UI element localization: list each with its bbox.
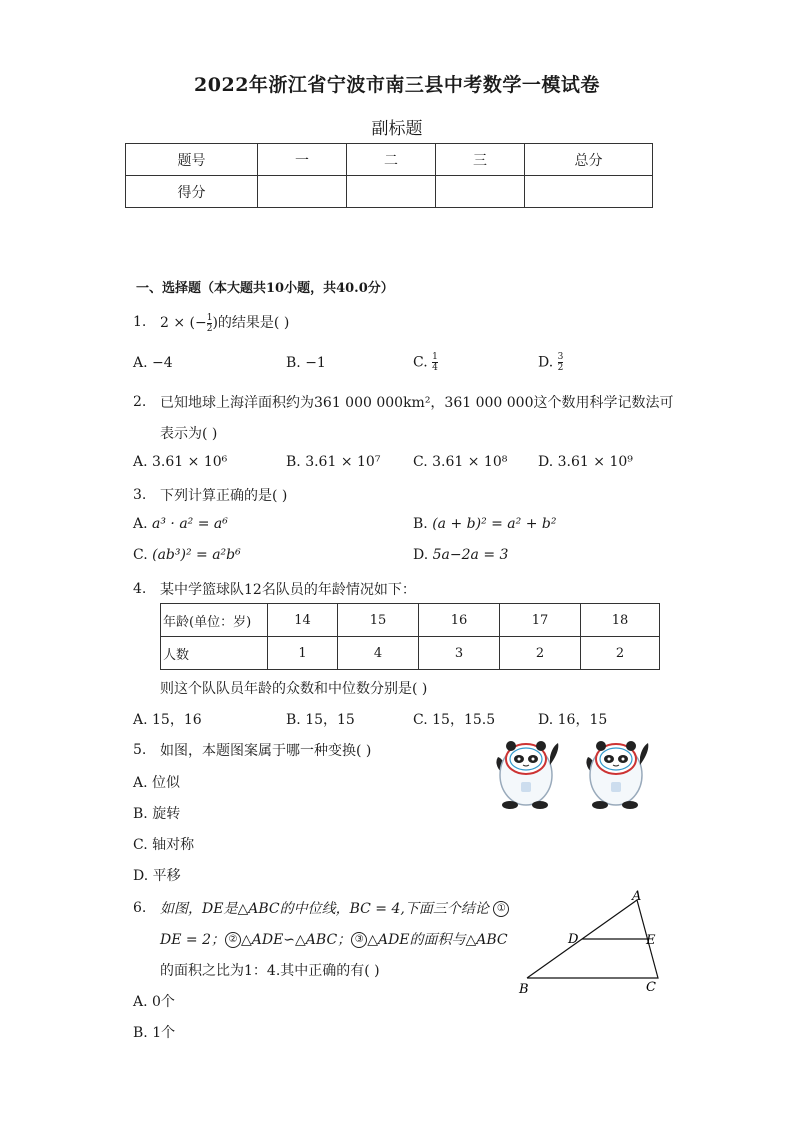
q6-text: 如图，DE是△ABC的中位线，BC = 4,下面三个结论 bbox=[160, 901, 489, 917]
score-header-cell: 总分 bbox=[525, 144, 653, 176]
score-cell-3[interactable] bbox=[436, 176, 525, 208]
option-text: a³ · a² = a⁶ bbox=[152, 516, 228, 532]
question-2-line1: 已知地球上海洋面积约为361 000 000km²，361 000 000这个数用科学记数法可 bbox=[160, 395, 674, 411]
question-6-line1 bbox=[160, 898, 509, 918]
option-label: B. bbox=[413, 516, 428, 532]
age-row-label: 年龄(单位：岁) bbox=[161, 604, 268, 637]
conclusion-2-marker: ② bbox=[225, 932, 241, 948]
option-label: C. bbox=[133, 547, 148, 563]
option-b[interactable] bbox=[413, 516, 556, 532]
q6-text: △ADE的面积与△ABC bbox=[367, 932, 508, 948]
age-cell: 15 bbox=[338, 604, 419, 637]
score-table bbox=[125, 143, 653, 208]
option-text: 3.61 × 10⁷ bbox=[305, 454, 381, 470]
score-table-header-row bbox=[126, 144, 653, 176]
option-text: 15，16 bbox=[152, 712, 202, 728]
score-cell-total[interactable] bbox=[525, 176, 653, 208]
q1-frac-num: 1 bbox=[206, 312, 213, 323]
count-row bbox=[161, 637, 660, 670]
question-number: 4. bbox=[133, 581, 147, 597]
q6-text: △ADE∽△ABC； bbox=[240, 932, 352, 948]
score-cell-2[interactable] bbox=[347, 176, 436, 208]
option-c[interactable] bbox=[413, 709, 495, 729]
option-label: C. bbox=[413, 354, 428, 371]
option-text: 位似 bbox=[152, 775, 181, 791]
option-label: A. bbox=[133, 355, 148, 371]
option-c[interactable] bbox=[413, 454, 507, 470]
q1-stem-pre: 2 × (− bbox=[160, 315, 207, 331]
option-text: 3.61 × 10⁹ bbox=[557, 454, 633, 470]
score-header-cell: 二 bbox=[347, 144, 436, 176]
count-cell: 4 bbox=[338, 637, 419, 670]
age-cell: 18 bbox=[581, 604, 660, 637]
count-cell: 3 bbox=[419, 637, 500, 670]
option-label: D. bbox=[538, 712, 554, 728]
q1-stem-post: )的结果是( ) bbox=[212, 315, 290, 331]
option-fraction bbox=[558, 352, 564, 373]
option-label: C. bbox=[413, 712, 428, 728]
age-table bbox=[160, 603, 660, 670]
option-b[interactable] bbox=[133, 803, 180, 823]
q6-text: DE = 2； bbox=[160, 932, 225, 948]
option-text: 5a−2a = 3 bbox=[432, 547, 509, 563]
option-label: B. bbox=[286, 355, 301, 371]
count-row-label: 人数 bbox=[161, 637, 268, 670]
option-c[interactable] bbox=[413, 352, 438, 373]
option-text: 轴对称 bbox=[152, 837, 195, 853]
option-text: 15，15.5 bbox=[432, 712, 496, 728]
option-label: B. bbox=[286, 454, 301, 470]
question-4-stem: 某中学篮球队12名队员的年龄情况如下： bbox=[160, 582, 416, 598]
label-b: B bbox=[519, 982, 529, 997]
question-6-line3: 的面积之比为1：4.其中正确的有( ) bbox=[160, 963, 380, 979]
option-text: 3.61 × 10⁸ bbox=[432, 454, 508, 470]
option-c[interactable] bbox=[133, 547, 241, 563]
score-header-cell: 题号 bbox=[126, 144, 258, 176]
count-cell: 2 bbox=[581, 637, 660, 670]
question-number: 5. bbox=[133, 742, 147, 758]
option-b[interactable] bbox=[286, 709, 355, 729]
score-header-cell: 一 bbox=[258, 144, 347, 176]
frac-den: 2 bbox=[557, 363, 564, 373]
option-a[interactable] bbox=[133, 516, 228, 532]
option-text: 3.61 × 10⁶ bbox=[152, 454, 228, 470]
option-d[interactable] bbox=[538, 352, 563, 373]
option-a[interactable] bbox=[133, 454, 227, 470]
option-a[interactable] bbox=[133, 772, 180, 792]
question-number: 6. bbox=[133, 900, 147, 916]
option-c[interactable] bbox=[133, 834, 194, 854]
option-d[interactable] bbox=[413, 547, 508, 563]
panda-mascot-icon bbox=[496, 741, 558, 809]
age-cell: 16 bbox=[419, 604, 500, 637]
question-1-stem bbox=[160, 312, 289, 334]
question-number: 3. bbox=[133, 487, 147, 503]
option-a[interactable] bbox=[133, 355, 173, 371]
question-4-after: 则这个队队员年龄的众数和中位数分别是( ) bbox=[160, 681, 428, 697]
option-label: A. bbox=[133, 775, 148, 791]
option-label: B. bbox=[286, 712, 301, 728]
option-label: C. bbox=[133, 837, 148, 853]
page-subtitle: 副标题 bbox=[371, 119, 423, 139]
option-text: 旋转 bbox=[152, 806, 181, 822]
option-label: C. bbox=[413, 454, 428, 470]
option-text: 15，15 bbox=[305, 712, 355, 728]
option-label: A. bbox=[133, 516, 148, 532]
frac-num: 1 bbox=[432, 352, 438, 362]
option-text: 1个 bbox=[152, 1025, 176, 1041]
score-header-cell: 三 bbox=[436, 144, 525, 176]
conclusion-1-marker: ① bbox=[493, 901, 509, 917]
score-table-row bbox=[126, 176, 653, 208]
option-text: −4 bbox=[152, 355, 173, 371]
option-label: A. bbox=[133, 994, 148, 1010]
mascot-figure bbox=[492, 735, 652, 810]
option-b[interactable] bbox=[286, 454, 380, 470]
option-text: 16，15 bbox=[557, 712, 608, 728]
frac-den: 4 bbox=[432, 363, 438, 373]
option-text: 0个 bbox=[152, 994, 175, 1010]
label-e: E bbox=[646, 933, 656, 948]
option-label: D. bbox=[133, 868, 149, 884]
count-cell: 2 bbox=[500, 637, 581, 670]
option-d[interactable] bbox=[538, 709, 607, 729]
score-row-label: 得分 bbox=[126, 176, 258, 208]
page-title: 2022年浙江省宁波市南三县中考数学一模试卷 bbox=[194, 74, 600, 96]
question-number: 2. bbox=[133, 394, 147, 410]
conclusion-3-marker: ③ bbox=[351, 932, 367, 948]
option-d[interactable] bbox=[133, 865, 181, 885]
q1-frac-den: 2 bbox=[206, 323, 213, 334]
label-d: D bbox=[568, 932, 579, 947]
option-label: B. bbox=[133, 806, 148, 822]
triangle-figure bbox=[515, 888, 665, 998]
option-b[interactable] bbox=[133, 1022, 175, 1042]
score-cell-1[interactable] bbox=[258, 176, 347, 208]
question-3-stem: 下列计算正确的是( ) bbox=[160, 488, 288, 504]
question-6-line2 bbox=[160, 929, 508, 949]
option-label: A. bbox=[133, 712, 148, 728]
label-c: C bbox=[646, 980, 656, 995]
label-a: A bbox=[632, 889, 642, 904]
option-text: 平移 bbox=[152, 868, 181, 884]
option-label: A. bbox=[133, 454, 148, 470]
option-text: (a + b)² = a² + b² bbox=[432, 516, 557, 532]
question-2-line2: 表示为( ) bbox=[160, 426, 218, 442]
option-label: D. bbox=[538, 354, 554, 371]
age-cell: 17 bbox=[500, 604, 581, 637]
option-d[interactable] bbox=[538, 454, 633, 470]
frac-num: 3 bbox=[557, 352, 564, 362]
option-a[interactable] bbox=[133, 709, 202, 729]
count-cell: 1 bbox=[268, 637, 338, 670]
section-heading: 一、选择题（本大题共10小题，共40.0分） bbox=[136, 281, 394, 296]
option-fraction bbox=[432, 352, 438, 373]
option-a[interactable] bbox=[133, 991, 175, 1011]
question-number: 1. bbox=[133, 314, 147, 330]
option-b[interactable] bbox=[286, 355, 326, 371]
option-label: D. bbox=[413, 547, 429, 563]
option-text: (ab³)² = a²b⁶ bbox=[152, 547, 241, 563]
age-row bbox=[161, 604, 660, 637]
age-cell: 14 bbox=[268, 604, 338, 637]
option-text: −1 bbox=[305, 355, 326, 371]
question-5-stem: 如图，本题图案属于哪一种变换( ) bbox=[160, 743, 372, 759]
option-label: D. bbox=[538, 454, 554, 470]
option-label: B. bbox=[133, 1025, 148, 1041]
panda-mascot-icon bbox=[586, 741, 648, 809]
